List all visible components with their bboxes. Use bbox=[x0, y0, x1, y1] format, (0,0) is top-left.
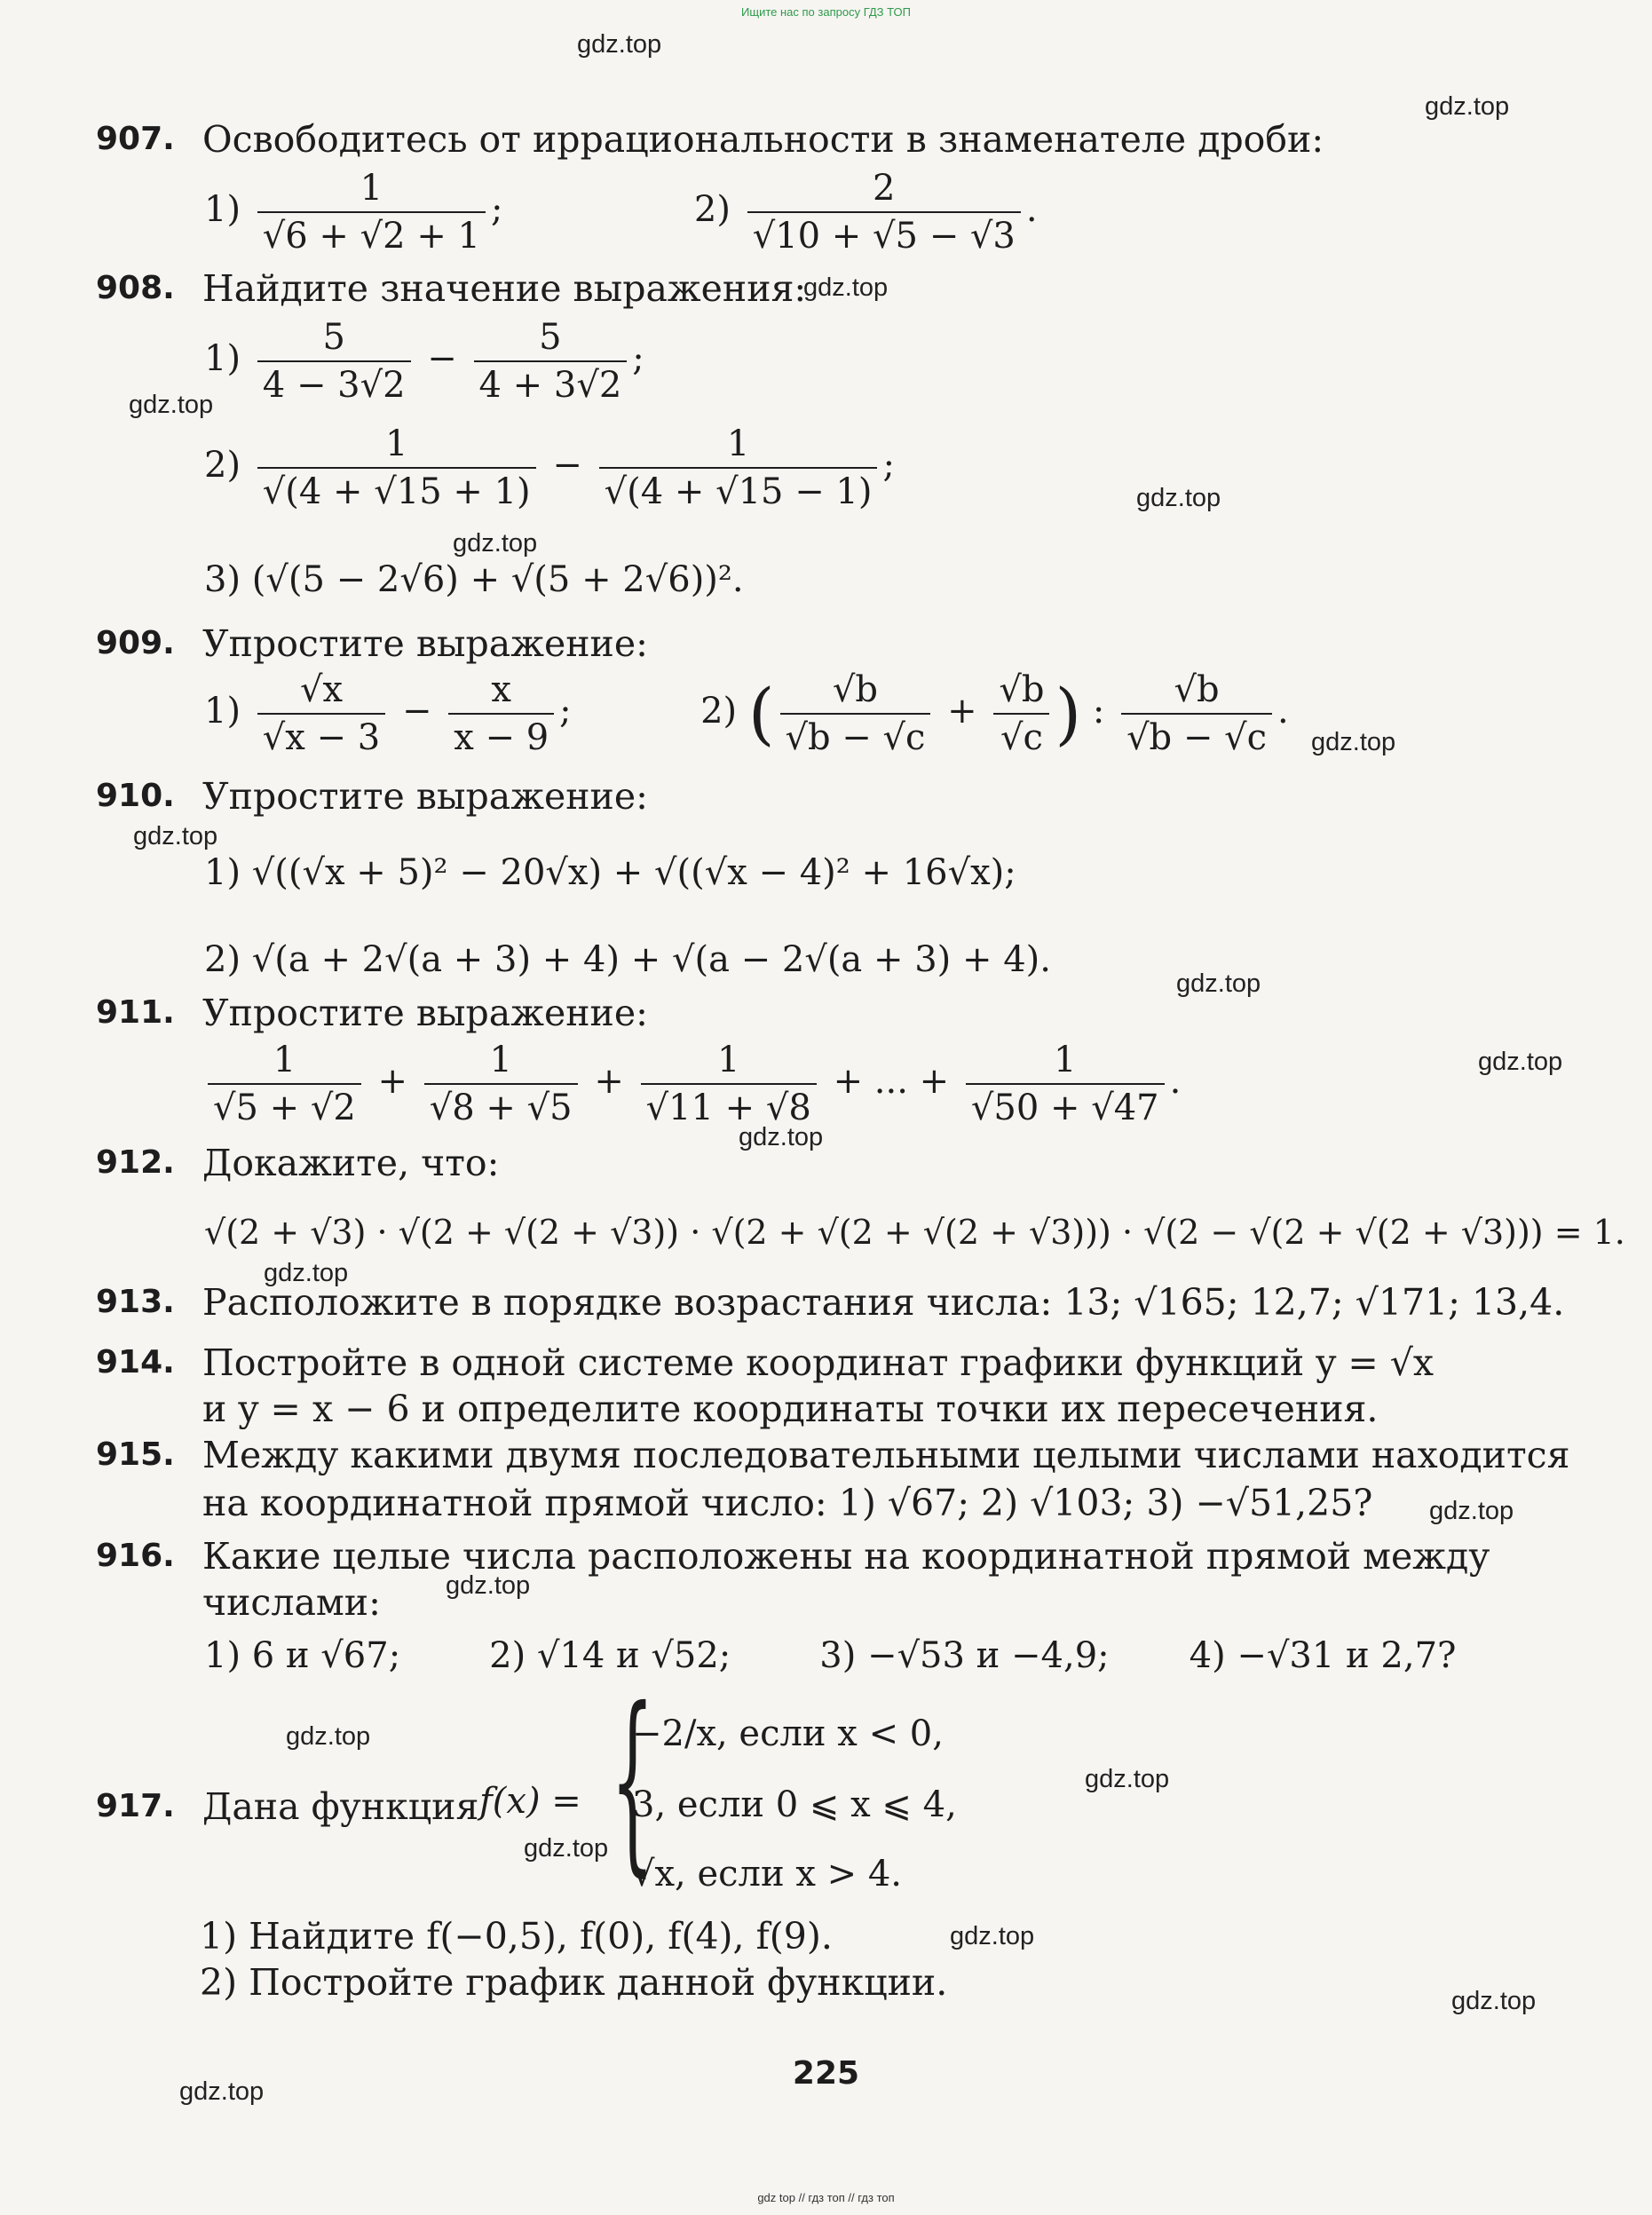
problem-908-item-2: 2) $\frac{1}{√(4 + √15 + 1)}$ − $\frac{1}{√(4 + √15 - 1)}$ ; bbox=[204, 423, 895, 512]
problem-909-items: 1) $\frac{√x}{√x - 3}$ − $\frac{x}{x - 9}$ ; 2) ( $\frac{√b}{√b - √c}$ + $\frac{√b}{√c}$ ) : $\frac{√b}{√b - √c}$ . bbox=[204, 669, 1289, 758]
watermark: gdz.top bbox=[133, 822, 218, 850]
problem-908-item-3: 3) (√(5 − 2√6) + √(5 + 2√6))². bbox=[204, 559, 744, 600]
watermark: gdz.top bbox=[1429, 1497, 1514, 1525]
problem-907-items: 1) $\frac{1}{√6 + √2 + 1}$ ; 2) $\frac{2}{√10 + √5 - √3}$ . bbox=[204, 168, 1038, 257]
watermark: gdz.top bbox=[577, 30, 662, 59]
problem-910-item-1: 1) √((√x + 5)² − 20√x) + √((√x − 4)² + 16√x); bbox=[204, 852, 1016, 893]
problem-number: 912. bbox=[96, 1144, 175, 1181]
footer-note: gdz top // гдз топ // гдз топ bbox=[757, 2191, 895, 2204]
problem-text: и y = x − 6 и определите координаты точки их пересечения. bbox=[202, 1388, 1379, 1430]
problem-number: 911. bbox=[96, 994, 175, 1031]
watermark: gdz.top bbox=[739, 1123, 824, 1151]
problem-916-options: 1) 6 и √67; 2) √14 и √52; 3) −√53 и −4,9; 4) −√31 и 2,7? bbox=[204, 1635, 1457, 1676]
problem-number: 913. bbox=[96, 1284, 175, 1320]
problem-text: Дана функция bbox=[202, 1785, 479, 1828]
problem-text: Расположите в порядке возрастания числа: 13; √165; 12,7; √171; 13,4. bbox=[202, 1281, 1565, 1324]
page-number: 225 bbox=[792, 2055, 860, 2092]
item-label: 2) bbox=[693, 189, 731, 230]
watermark: gdz.top bbox=[950, 1922, 1035, 1950]
problem-number: 910. bbox=[96, 778, 175, 814]
watermark: gdz.top bbox=[524, 1834, 609, 1863]
watermark: gdz.top bbox=[129, 391, 214, 419]
piecewise-case: √x, если x > 4. bbox=[632, 1854, 903, 1895]
watermark: gdz.top bbox=[179, 2077, 265, 2106]
watermark: gdz.top bbox=[453, 529, 538, 558]
watermark: gdz.top bbox=[1451, 1987, 1537, 2015]
problem-number: 909. bbox=[96, 625, 175, 661]
problem-number: 908. bbox=[96, 270, 175, 306]
problem-908-item-1: 1) $\frac{5}{4 - 3√2}$ − $\frac{5}{4 + 3√2}$ ; bbox=[204, 317, 644, 406]
watermark: gdz.top bbox=[1085, 1765, 1170, 1793]
problem-number: 917. bbox=[96, 1788, 175, 1824]
fraction: $\frac{1}{√6 + √2 + 1}$ bbox=[257, 169, 486, 256]
fraction: $\frac{2}{√10 + √5 - √3}$ bbox=[747, 169, 1021, 256]
problem-text: Какие целые числа расположены на координатной прямой между bbox=[202, 1535, 1490, 1578]
problem-text: Упростите выражение: bbox=[202, 622, 648, 665]
watermark: gdz.top bbox=[1311, 728, 1396, 756]
header-note: Ищите нас по запросу ГДЗ ТОП bbox=[741, 5, 911, 19]
watermark: gdz.top bbox=[1136, 484, 1221, 512]
problem-910-item-2: 2) √(a + 2√(a + 3) + 4) + √(a − 2√(a + 3) + 4). bbox=[204, 939, 1051, 980]
watermark: gdz.top bbox=[1425, 92, 1510, 121]
problem-text: Постройте в одной системе координат графики функций y = √x bbox=[202, 1341, 1435, 1384]
task-text: 2) Постройте график данной функции. bbox=[200, 1961, 948, 2004]
problem-912-expression: √(2 + √3) · √(2 + √(2 + √3)) · √(2 + √(2 + √(2 + √3))) · √(2 − √(2 + √(2 + √3))) = 1. bbox=[204, 1213, 1625, 1252]
piecewise-case: −2/x, если x < 0, bbox=[632, 1713, 944, 1754]
problem-number: 916. bbox=[96, 1538, 175, 1574]
problem-text: Упростите выражение: bbox=[202, 775, 648, 818]
watermark: gdz.top bbox=[264, 1259, 349, 1287]
watermark: gdz.top bbox=[286, 1722, 371, 1751]
problem-text: Между какими двумя последовательными целыми числами находится bbox=[202, 1434, 1570, 1476]
watermark: gdz.top bbox=[446, 1571, 531, 1600]
piecewise-case: 3, если 0 ⩽ x ⩽ 4, bbox=[632, 1784, 957, 1825]
problem-text: Упростите выражение: bbox=[202, 992, 648, 1034]
problem-text: Докажите, что: bbox=[202, 1142, 500, 1184]
problem-911-expression: $\frac{1}{√5 + √2}$ + $\frac{1}{√8 + √5}$ + $\frac{1}{√11 + √8}$ + ... + $\frac{1}{√50 + √47}$ . bbox=[202, 1040, 1181, 1127]
brace-icon: { bbox=[611, 1666, 654, 1894]
watermark: gdz.top bbox=[803, 273, 889, 302]
problem-number: 907. bbox=[96, 121, 175, 157]
item-label: 1) bbox=[204, 189, 241, 230]
problem-text: числами: bbox=[202, 1581, 381, 1624]
problem-text: Найдите значение выражения: bbox=[202, 267, 807, 310]
problem-text: Освободитесь от иррациональности в знаменателе дроби: bbox=[202, 118, 1324, 161]
function-definition: f(x) = bbox=[479, 1781, 581, 1822]
watermark: gdz.top bbox=[1176, 969, 1261, 998]
problem-number: 915. bbox=[96, 1436, 175, 1473]
problem-text: на координатной прямой число: 1) √67; 2) √103; 3) −√51,25? bbox=[202, 1482, 1373, 1524]
problem-number: 914. bbox=[96, 1344, 175, 1380]
task-text: 1) Найдите f(−0,5), f(0), f(4), f(9). bbox=[200, 1915, 833, 1958]
watermark: gdz.top bbox=[1478, 1048, 1563, 1076]
